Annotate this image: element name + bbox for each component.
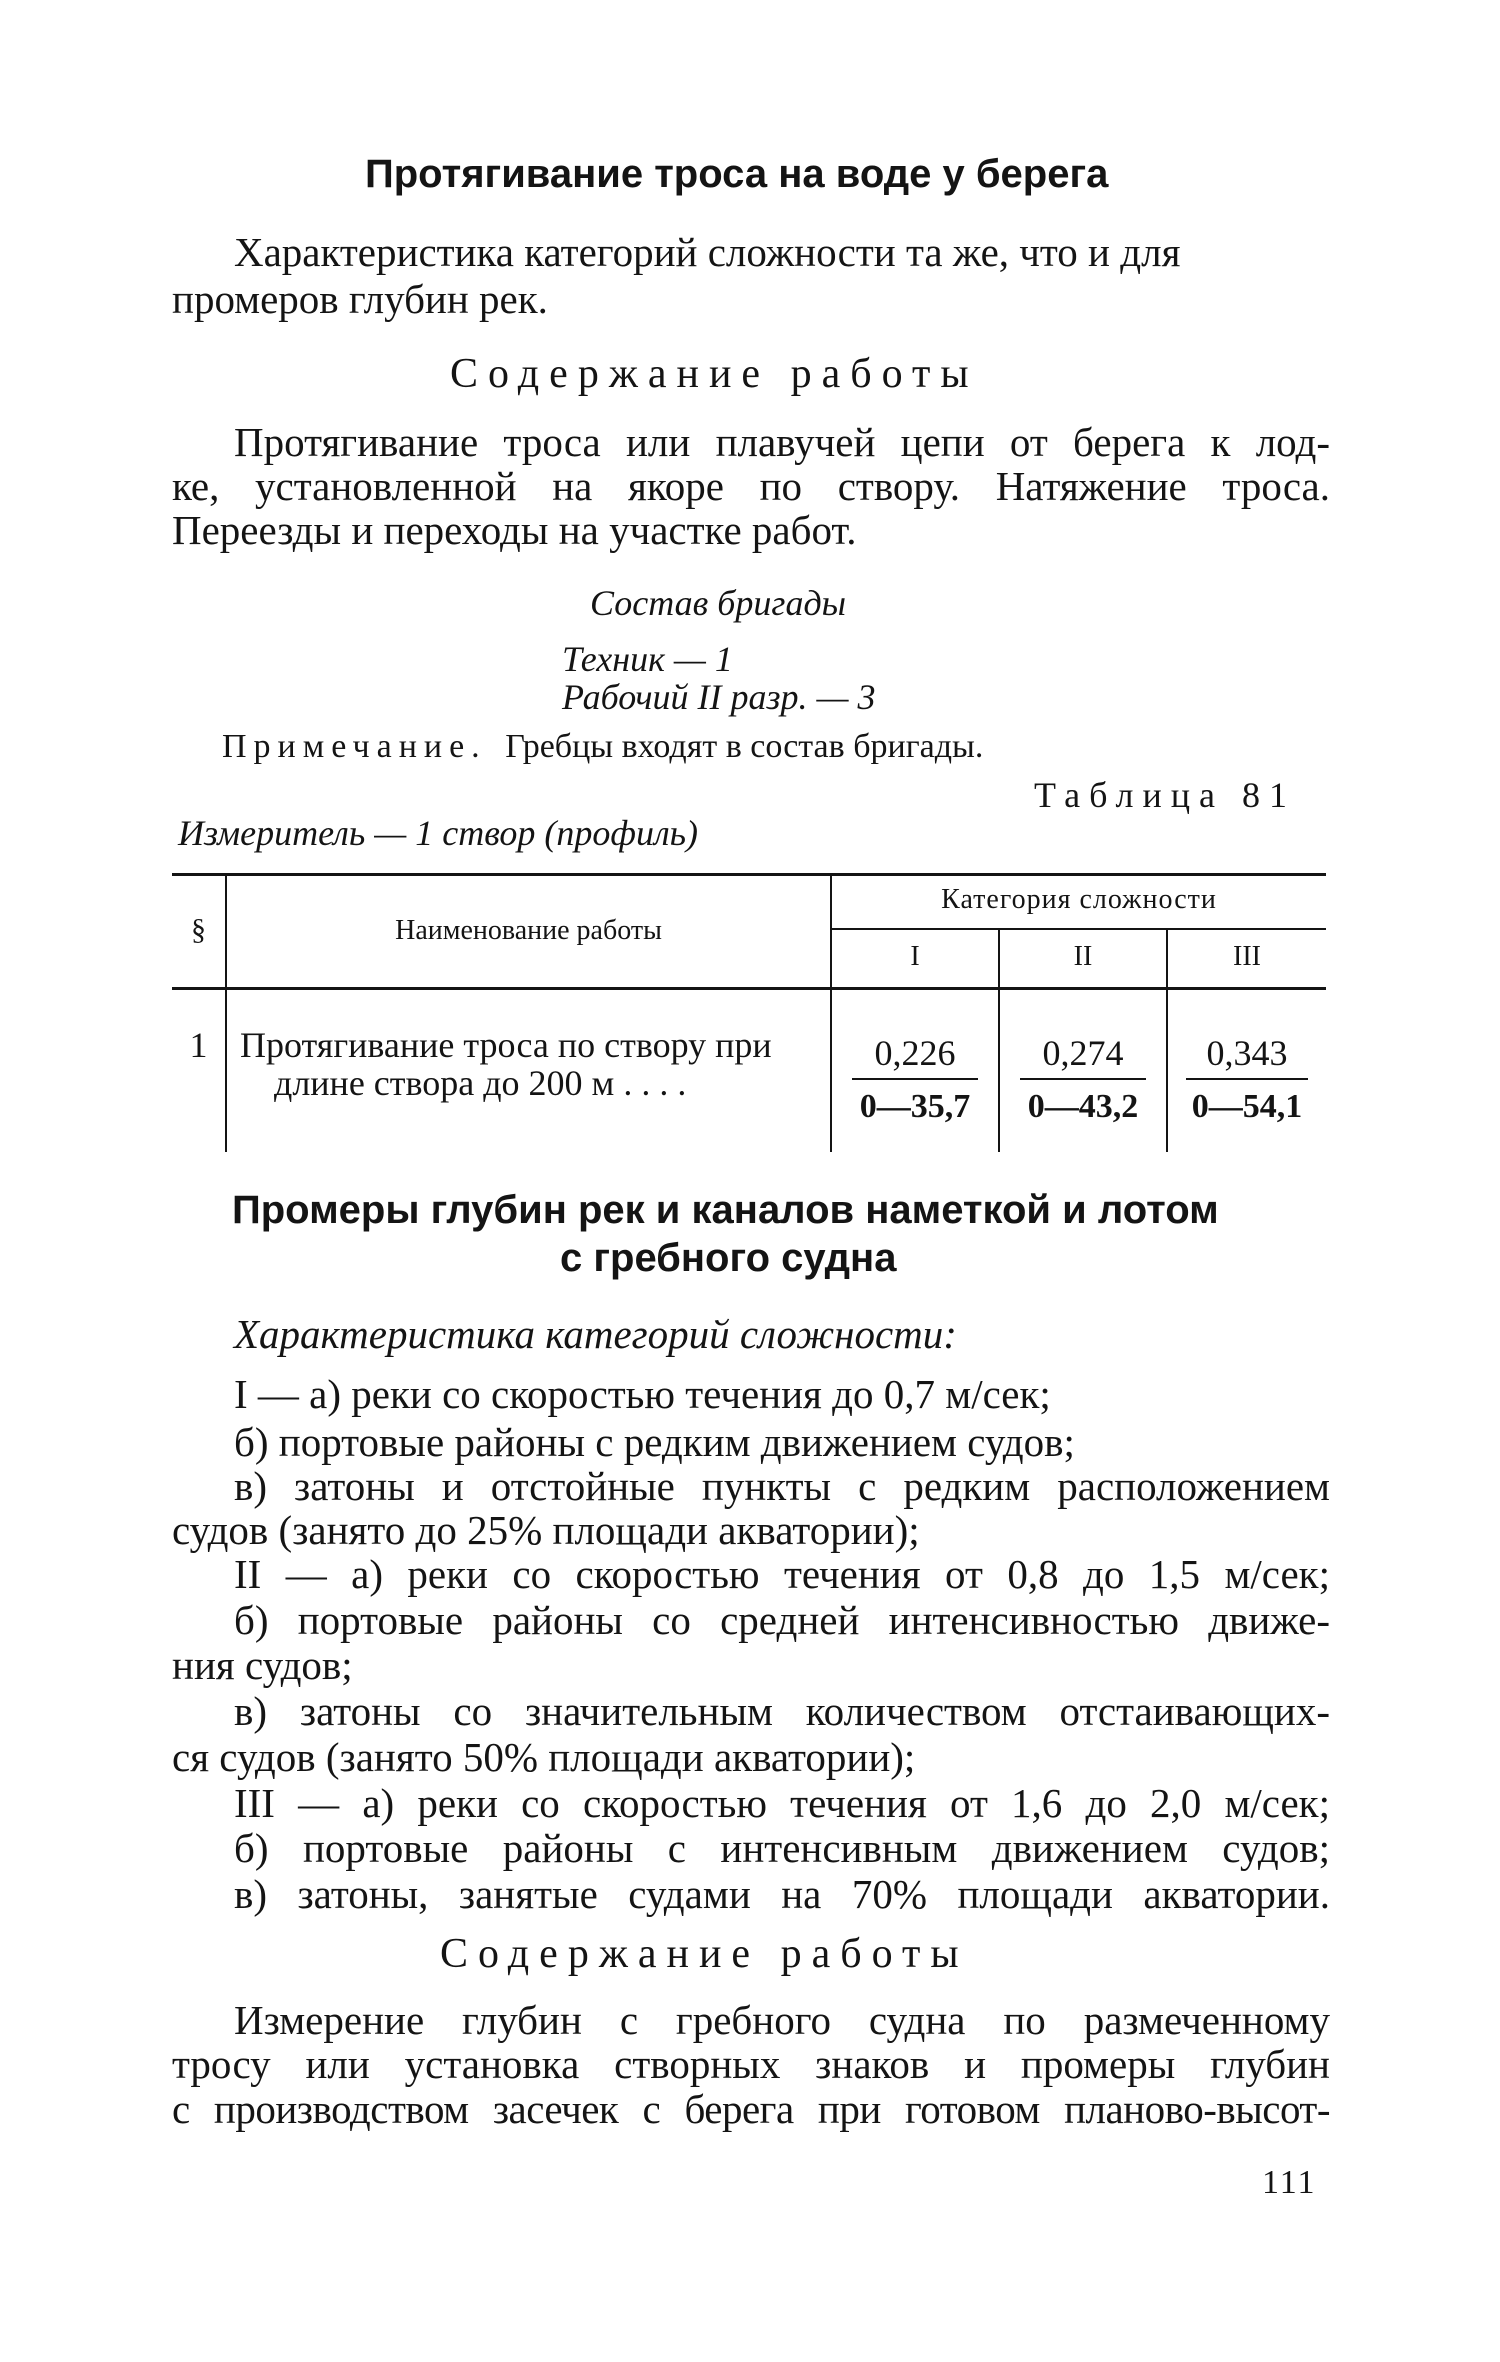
- table-header-section: §: [191, 913, 206, 946]
- value-cat-3-norm: 0—54,1: [1191, 1088, 1303, 1125]
- section2-heading-line1: Промеры глубин рек и каналов наметкой и лотом: [232, 1188, 1219, 1232]
- section1-content-heading: Содержание работы: [450, 351, 979, 397]
- table-category-rule: [832, 928, 1326, 930]
- section2-line-4: судов (занято до 25% площади акватории);: [172, 1507, 920, 1553]
- section2-content-heading: Содержание работы: [440, 1931, 969, 1977]
- brigade-member-worker: Рабочий II разр. — 3: [562, 677, 876, 717]
- section2-line-12: в) затоны, занятые судами на 70% площади акватории.: [234, 1871, 1330, 1917]
- section1-content-line2: ке, установленной на якоре по створу. Натяжение троса.: [172, 463, 1330, 509]
- section1-heading: Протягивание троса на воде у берега: [365, 152, 1109, 196]
- brigade-member-technician: Техник — 1: [562, 639, 733, 679]
- section1-content-line3: Переезды и переходы на участке работ.: [172, 507, 857, 553]
- table-top-rule: [172, 873, 1326, 876]
- section2-char-heading: Характеристика категорий сложности:: [234, 1311, 957, 1357]
- section2-heading-line2: с гребного судна: [560, 1236, 897, 1280]
- table-header-name: Наименование работы: [395, 915, 662, 946]
- section2-line-8: в) затоны со значительным количеством отстаивающих-: [234, 1688, 1330, 1734]
- section2-line-2: б) портовые районы с редким движением судов;: [234, 1419, 1075, 1465]
- table-header-rule: [172, 987, 1326, 990]
- table-header-category: Категория сложности: [941, 884, 1217, 915]
- section2-line-1: I — а) реки со скоростью течения до 0,7 м/сек;: [234, 1371, 1051, 1417]
- section2-line-7: ния судов;: [172, 1642, 353, 1688]
- value-cat-3-fraction-bar: [1186, 1078, 1308, 1080]
- table-meter: Измеритель — 1 створ (профиль): [178, 813, 699, 853]
- section2-content-line3: с производством засечек с берега при готовом планово-высот-: [172, 2086, 1330, 2132]
- section2-line-9: ся судов (занято 50% площади акватории);: [172, 1734, 916, 1780]
- section2-line-10: III — а) реки со скоростью течения от 1,6 до 2,0 м/сек;: [234, 1780, 1330, 1826]
- table-row-name-line2: длине створа до 200 м . . . .: [274, 1063, 687, 1103]
- value-cat-1-norm: 0—35,7: [859, 1088, 971, 1125]
- table-label: Таблица 81: [1034, 775, 1296, 815]
- section2-line-11: б) портовые районы с интенсивным движением судов;: [234, 1825, 1330, 1871]
- section2-content-line2: тросу или установка створных знаков и промеры глубин: [172, 2041, 1330, 2087]
- note-label: Примечание.: [222, 728, 487, 765]
- section1-characteristic-line1: Характеристика категорий сложности та же, что и для: [234, 229, 1181, 275]
- page-number: 111: [1262, 2164, 1317, 2201]
- value-cat-1-rate: 0,226: [874, 1033, 956, 1073]
- table-row-name-line1: Протягивание троса по створу при: [240, 1025, 772, 1065]
- table-header-cat-1: I: [910, 941, 920, 972]
- table-header-cat-2: II: [1073, 941, 1093, 972]
- section1-characteristic-line2: промеров глубин рек.: [172, 276, 548, 322]
- section2-line-3: в) затоны и отстойные пункты с редким расположением: [234, 1463, 1330, 1509]
- value-cat-1-fraction-bar: [852, 1078, 978, 1080]
- value-cat-2-rate: 0,274: [1042, 1033, 1124, 1073]
- table-header-cat-3: III: [1233, 941, 1261, 972]
- section2-line-6: б) портовые районы со средней интенсивностью движе-: [234, 1597, 1330, 1643]
- value-cat-3-rate: 0,343: [1206, 1033, 1288, 1073]
- note: [222, 728, 983, 766]
- brigade-heading: Состав бригады: [590, 583, 847, 623]
- value-cat-2-fraction-bar: [1020, 1078, 1146, 1080]
- section2-content-line1: Измерение глубин с гребного судна по размеченному: [234, 1997, 1330, 2043]
- section2-line-5: II — а) реки со скоростью течения от 0,8 до 1,5 м/сек;: [234, 1551, 1330, 1597]
- note-text: Гребцы входят в состав бригады.: [505, 728, 984, 765]
- value-cat-2-norm: 0—43,2: [1027, 1088, 1139, 1125]
- section1-content-line1: Протягивание троса или плавучей цепи от берега к лод-: [234, 419, 1330, 465]
- table-row-number: 1: [189, 1025, 208, 1065]
